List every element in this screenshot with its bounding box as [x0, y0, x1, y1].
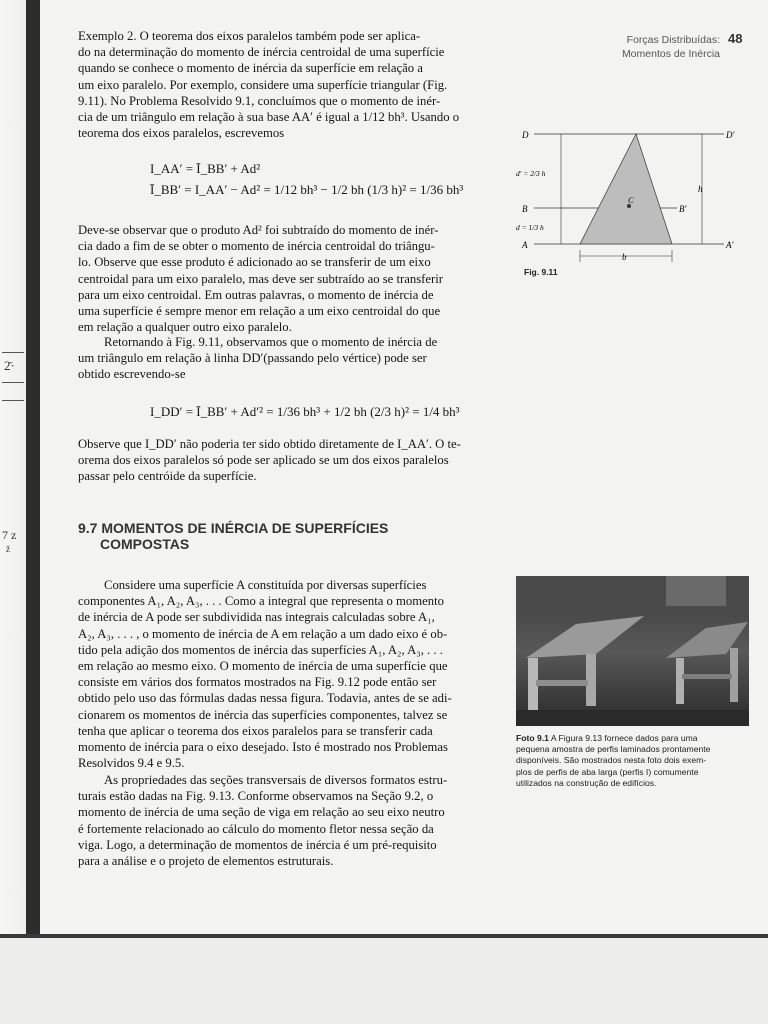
text-line: teorema dos eixos paralelos, escrevemos — [78, 126, 285, 141]
text-line: uma superfície é sempre menor em relação a um eixo centroidal do que — [78, 304, 441, 319]
paragraph-composite — [78, 577, 486, 771]
text-line: momento de inércia para o eixo desejado. Isto é mostrado nos Problemas — [78, 740, 448, 755]
photo-caption — [516, 733, 749, 789]
text-line: do na determinação do momento de inércia centroidal de uma superfície — [78, 45, 445, 60]
text-line: um triângulo em relação à linha DD′(passando pelo vértice) pode ser — [78, 351, 427, 366]
photo-image — [516, 576, 749, 726]
text-line: obtido escrevendo-se — [78, 367, 186, 382]
text-line: A₂, A₃, . . . , o momento de inércia de A em relação a um dado eixo é ob- — [78, 626, 448, 641]
paragraph-return-fig — [78, 334, 486, 383]
margin-rule — [2, 400, 24, 401]
caption-line: utilizados na construção de edifícios. — [516, 777, 657, 788]
margin-note-2: 7 z — [2, 528, 17, 542]
text-line: Observe que I_DD′ não poderia ter sido obtido diretamente de I_AA′. O te- — [78, 437, 461, 451]
text-line: viga. Logo, a determinação de momentos de inércia é um pré-requisito — [78, 837, 437, 852]
text-line: tenha que aplicar o teorema dos eixos paralelos para se transferir cada — [78, 723, 433, 738]
paragraph-properties — [78, 772, 486, 869]
text-line: consiste em vários dos formatos mostrados na Fig. 9.12 pode então ser — [78, 675, 437, 690]
label-Aprime: A′ — [726, 240, 734, 250]
caption-line: pequena amostra de perfis laminados prontamente — [516, 744, 711, 755]
text-line: é fortemente relacionado ao cálculo do momento fletor nessa seção da — [78, 821, 434, 836]
section-title-line1: MOMENTOS DE INÉRCIA DE SUPERFÍCIES — [101, 520, 389, 536]
text-line: 9.11). No Problema Resolvido 9.1, concluímos que o momento de inér- — [78, 93, 441, 108]
text-line: Exemplo 2. O teorema dos eixos paralelos também pode ser aplica- — [78, 29, 421, 43]
caption-line: A Figura 9.13 fornece dados para uma — [550, 733, 698, 743]
caption-label: Foto 9.1 — [516, 733, 549, 743]
text-line: Resolvidos 9.4 e 9.5. — [78, 756, 185, 771]
text-line: As propriedades das seções transversais de diversos formatos estru- — [104, 773, 448, 787]
label-dprime: d′ = 2/3 h — [516, 169, 546, 178]
section-number: 9.7 — [78, 520, 98, 536]
chapter-title: Forças Distribuídas: — [626, 34, 720, 46]
equation-2: Ī_BB′ = I_AA′ − Ad² = 1/12 bh³ − 1/2 bh (1/3 h)² = 1/36 bh³ — [150, 182, 464, 197]
caption-line: disponíveis. São mostrados nesta foto dois exem- — [516, 755, 707, 766]
scanner-bed — [0, 938, 768, 1024]
text-line: componentes A₁, A₂, A₃, . . . Como a integral que representa o momento — [78, 594, 444, 609]
text-line: em relação ao mesmo eixo. O momento de inércia de uma superfície que — [78, 659, 448, 674]
margin-note-3: ž — [6, 544, 10, 554]
text-line: tido pela adição dos momentos de inércia das superfícies A₁, A₂, A₃, . . . — [78, 642, 443, 657]
label-h: h — [698, 184, 703, 194]
text-line: Retornando à Fig. 9.11, observamos que o momento de inércia de — [104, 335, 438, 349]
example-2-paragraph — [78, 28, 486, 141]
label-B: B — [522, 204, 528, 214]
section-heading — [78, 520, 388, 552]
margin-rule — [2, 352, 24, 353]
text-line: para um eixo centroidal. Em outras palavras, o momento de inércia de — [78, 287, 434, 302]
label-C: C — [628, 196, 634, 205]
book-spine-shadow — [26, 0, 40, 940]
text-line: Deve-se observar que o produto Ad² foi subtraído do momento de inér- — [78, 223, 439, 237]
section-title-line2: COMPOSTAS — [100, 536, 190, 552]
label-Dprime: D′ — [726, 130, 735, 140]
text-line: centroidal para um eixo paralelo, mas deve ser subtraído ao se transferir — [78, 271, 443, 286]
text-line: quando se conhece o momento de inércia da superfície em relação a — [78, 61, 423, 76]
text-line: para a análise e o projeto de elementos estruturais. — [78, 854, 334, 869]
label-A: A — [522, 240, 528, 250]
equation-3: I_DD′ = Ī_BB′ + Ad′² = 1/36 bh³ + 1/2 bh (2/3 h)² = 1/4 bh³ — [150, 404, 460, 419]
text-line: Considere uma superfície A constituída por diversas superfícies — [104, 578, 427, 592]
section-title: Momentos de Inércia — [621, 48, 720, 60]
text-line: cia de um triângulo em relação à sua base AA′ é igual a 1/12 bh³. Usando o — [78, 110, 460, 125]
equation-1: I_AA′ = Ī_BB′ + Ad² — [150, 161, 261, 176]
text-line: lo. Observe que esse produto é adicionado ao se transferir de um eixo — [78, 255, 431, 270]
text-line: cionarem os momentos de inércia das superfícies componentes, talvez se — [78, 707, 448, 722]
label-d: d = 1/3 h — [516, 223, 544, 232]
photo-wide-flange-beams — [516, 576, 749, 726]
text-line: turais estão dadas na Fig. 9.13. Conforme observamos na Seção 9.2, o — [78, 789, 434, 804]
page-number: 48 — [728, 31, 743, 46]
margin-rule — [2, 382, 24, 383]
paragraph-subtraction-note — [78, 222, 486, 335]
label-D: D — [522, 130, 529, 140]
label-Bprime: B′ — [679, 204, 687, 214]
figure-label: Fig. 9.11 — [524, 267, 558, 277]
text-line: um eixo paralelo. Por exemplo, considere uma superfície triangular (Fig. — [78, 77, 448, 92]
caption-line: plos de perfis de aba larga (perfis I) comumente — [516, 766, 699, 777]
running-header — [560, 33, 720, 61]
triangle-shape — [580, 134, 672, 244]
label-b: b — [622, 252, 627, 262]
text-line: de inércia de A pode ser subdividida nas integrais calculadas sobre A₁, — [78, 610, 435, 625]
margin-note-1: 2̄· — [4, 358, 15, 373]
text-line: em relação a qualquer outro eixo paralelo. — [78, 320, 292, 335]
text-line: passar pelo centróide da superfície. — [78, 469, 257, 484]
text-line: momento de inércia de uma seção de viga em relação ao seu eixo neutro — [78, 805, 445, 820]
paragraph-observe — [78, 436, 486, 485]
text-line: cia dado a fim de se obter o momento de inércia centroidal do triângu- — [78, 239, 435, 254]
figure-9-11-diagram — [512, 126, 742, 271]
text-line: obtido pelo uso das fórmulas dadas nessa figura. Todavia, antes de se adi- — [78, 691, 452, 706]
text-line: orema dos eixos paralelos só pode ser aplicado se um dos eixos paralelos — [78, 453, 449, 468]
